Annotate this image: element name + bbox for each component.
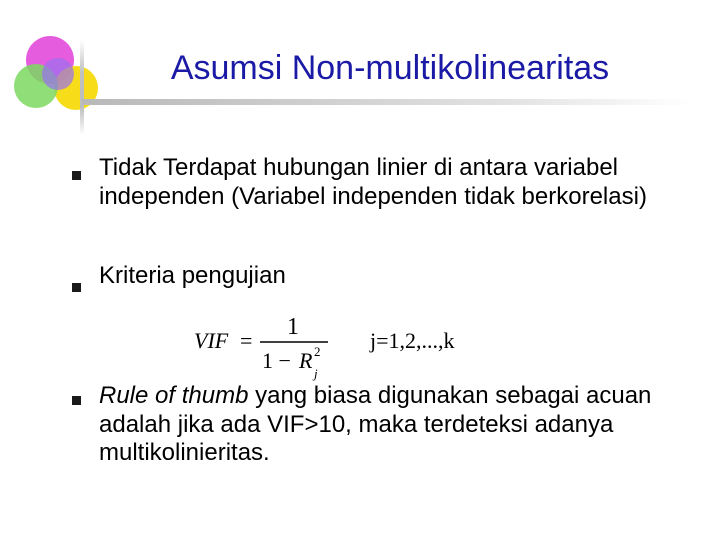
formula-numerator: 1 (287, 314, 299, 340)
formula-denominator-prefix: 1 − (262, 348, 291, 373)
formula-denominator-var: R (299, 348, 313, 373)
formula-equals: = (240, 328, 253, 353)
bullet-marker (72, 171, 81, 180)
formula-superscript: 2 (314, 344, 321, 359)
bullet-text-3 (99, 382, 704, 468)
bullet-marker (72, 283, 81, 292)
logo-circles-icon (0, 0, 110, 140)
bullet-text-3-italic: Rule of thumb (99, 382, 249, 409)
title-underline (82, 99, 692, 105)
bullet-text-3-rest: yang biasa digunakan sebagai acuan adalah jika ada VIF>10, maka terdeteksi adanya multikolinieritas. (99, 382, 652, 466)
formula-range: j=1,2,...,k (370, 328, 455, 353)
bullet-text-2: Kriteria pengujian (99, 262, 286, 289)
formula-subscript: j (314, 366, 318, 381)
bullet-text-1: Tidak Terdapat hubungan linier di antara variabel independen (Variabel independen tidak berkorelasi) (99, 154, 647, 210)
bullet-marker (72, 396, 81, 405)
slide-title: Asumsi Non-multikolinearitas (170, 49, 610, 87)
formula-lhs: VIF (194, 328, 229, 353)
vif-formula (190, 308, 490, 384)
vertical-divider (80, 40, 84, 135)
